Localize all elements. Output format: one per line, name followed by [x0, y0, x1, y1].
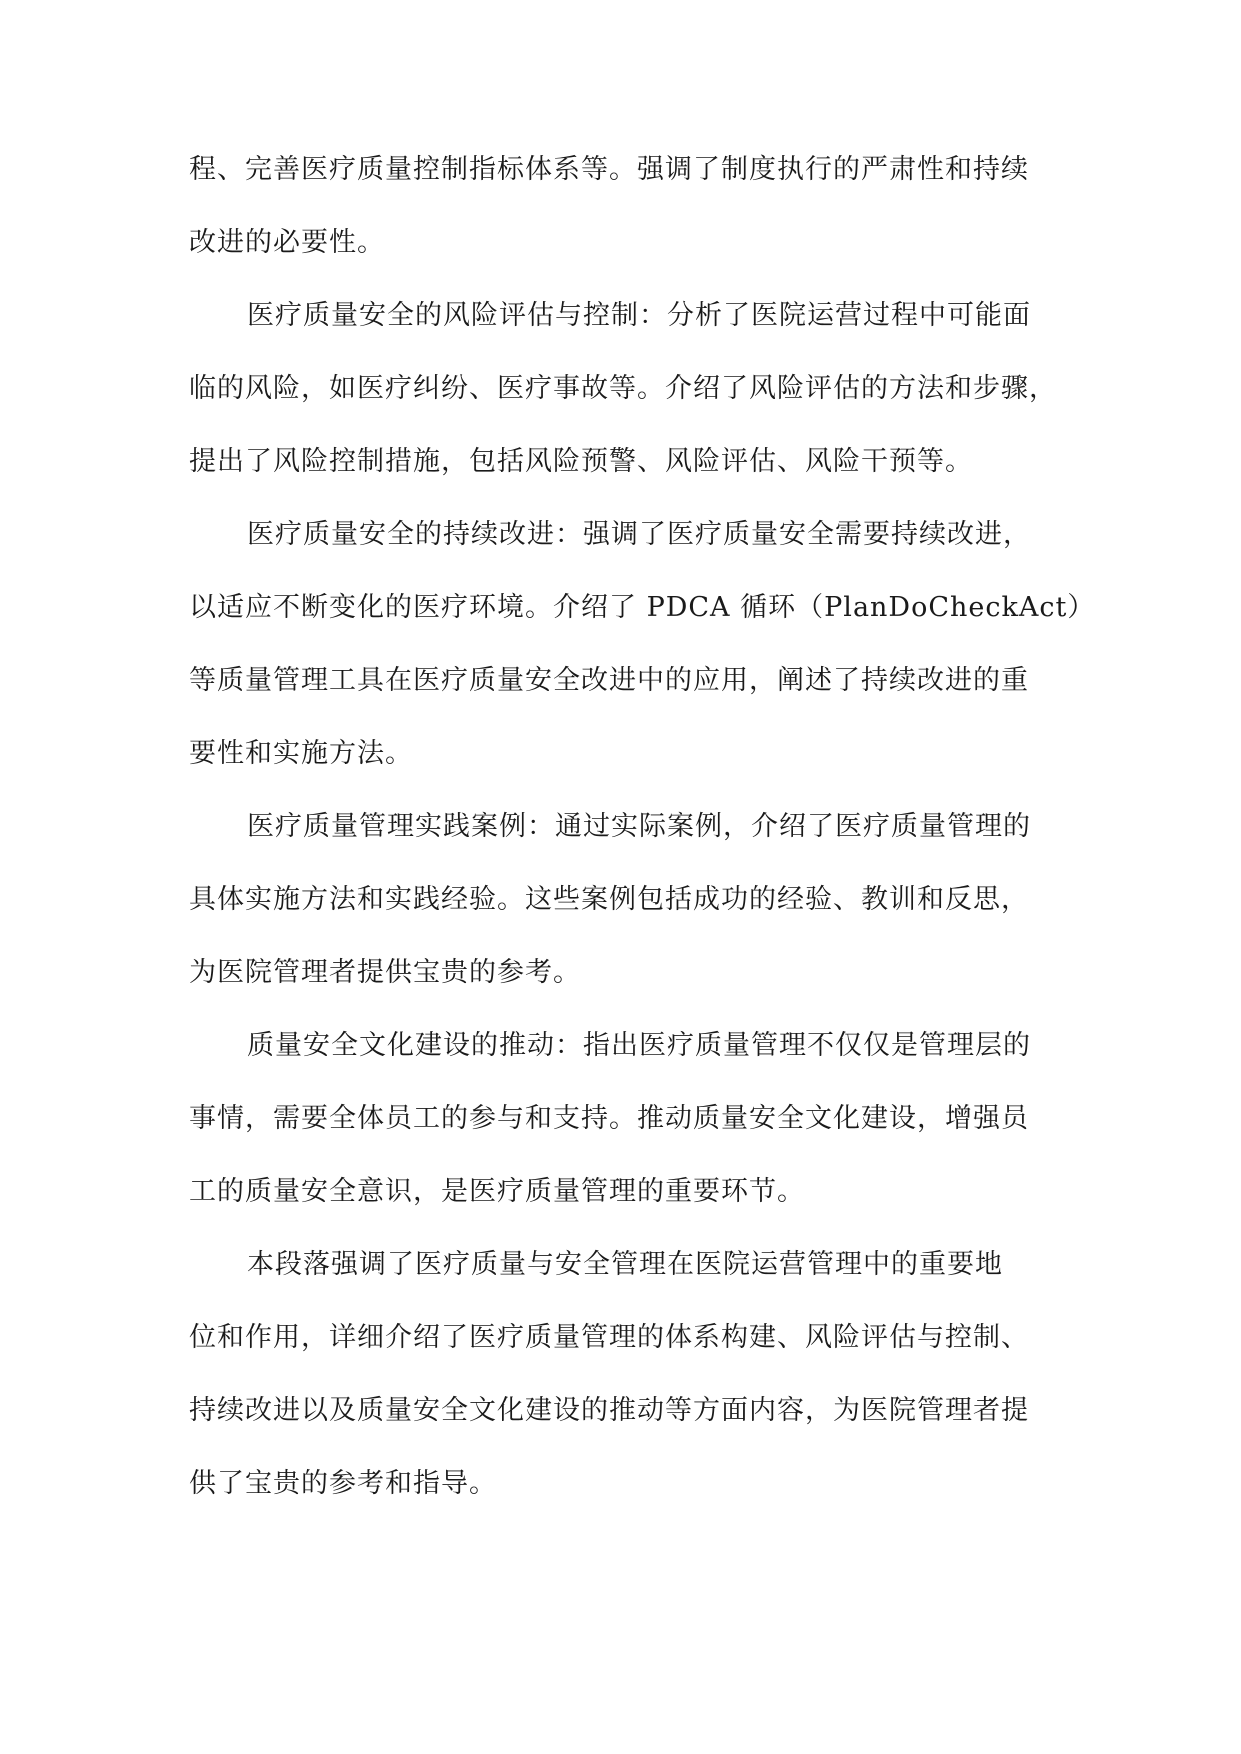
text-line: 程、完善医疗质量控制指标体系等。强调了制度执行的严肃性和持续	[189, 154, 1029, 185]
body-text	[189, 140, 1096, 1527]
text-line: 以适应不断变化的医疗环境。介绍了 PDCA 循环（PlanDoCheckAct）	[189, 592, 1096, 623]
text-line: 为医院管理者提供宝贵的参考。	[189, 957, 581, 988]
paragraph-start-line: 质量安全文化建设的推动：指出医疗质量管理不仅仅是管理层的	[247, 1030, 1031, 1061]
text-line: 持续改进以及质量安全文化建设的推动等方面内容，为医院管理者提	[189, 1395, 1029, 1426]
text-line: 工的质量安全意识，是医疗质量管理的重要环节。	[189, 1176, 805, 1207]
text-line: 供了宝贵的参考和指导。	[189, 1468, 497, 1499]
paragraph-start-line: 医疗质量安全的风险评估与控制：分析了医院运营过程中可能面	[247, 300, 1031, 331]
paragraph-start-line: 医疗质量管理实践案例：通过实际案例，介绍了医疗质量管理的	[247, 811, 1031, 842]
text-line: 等质量管理工具在医疗质量安全改进中的应用，阐述了持续改进的重	[189, 665, 1029, 696]
text-line: 提出了风险控制措施，包括风险预警、风险评估、风险干预等。	[189, 446, 973, 477]
text-line: 要性和实施方法。	[189, 738, 413, 769]
text-line: 临的风险，如医疗纠纷、医疗事故等。介绍了风险评估的方法和步骤，	[189, 373, 1057, 404]
text-line: 位和作用，详细介绍了医疗质量管理的体系构建、风险评估与控制、	[189, 1322, 1029, 1353]
paragraph-start-line: 医疗质量安全的持续改进：强调了医疗质量安全需要持续改进，	[247, 519, 1031, 550]
text-line: 具体实施方法和实践经验。这些案例包括成功的经验、教训和反思，	[189, 884, 1029, 915]
text-line: 事情，需要全体员工的参与和支持。推动质量安全文化建设，增强员	[189, 1103, 1029, 1134]
paragraph-start-line: 本段落强调了医疗质量与安全管理在医院运营管理中的重要地	[247, 1249, 1003, 1280]
text-line: 改进的必要性。	[189, 227, 385, 258]
